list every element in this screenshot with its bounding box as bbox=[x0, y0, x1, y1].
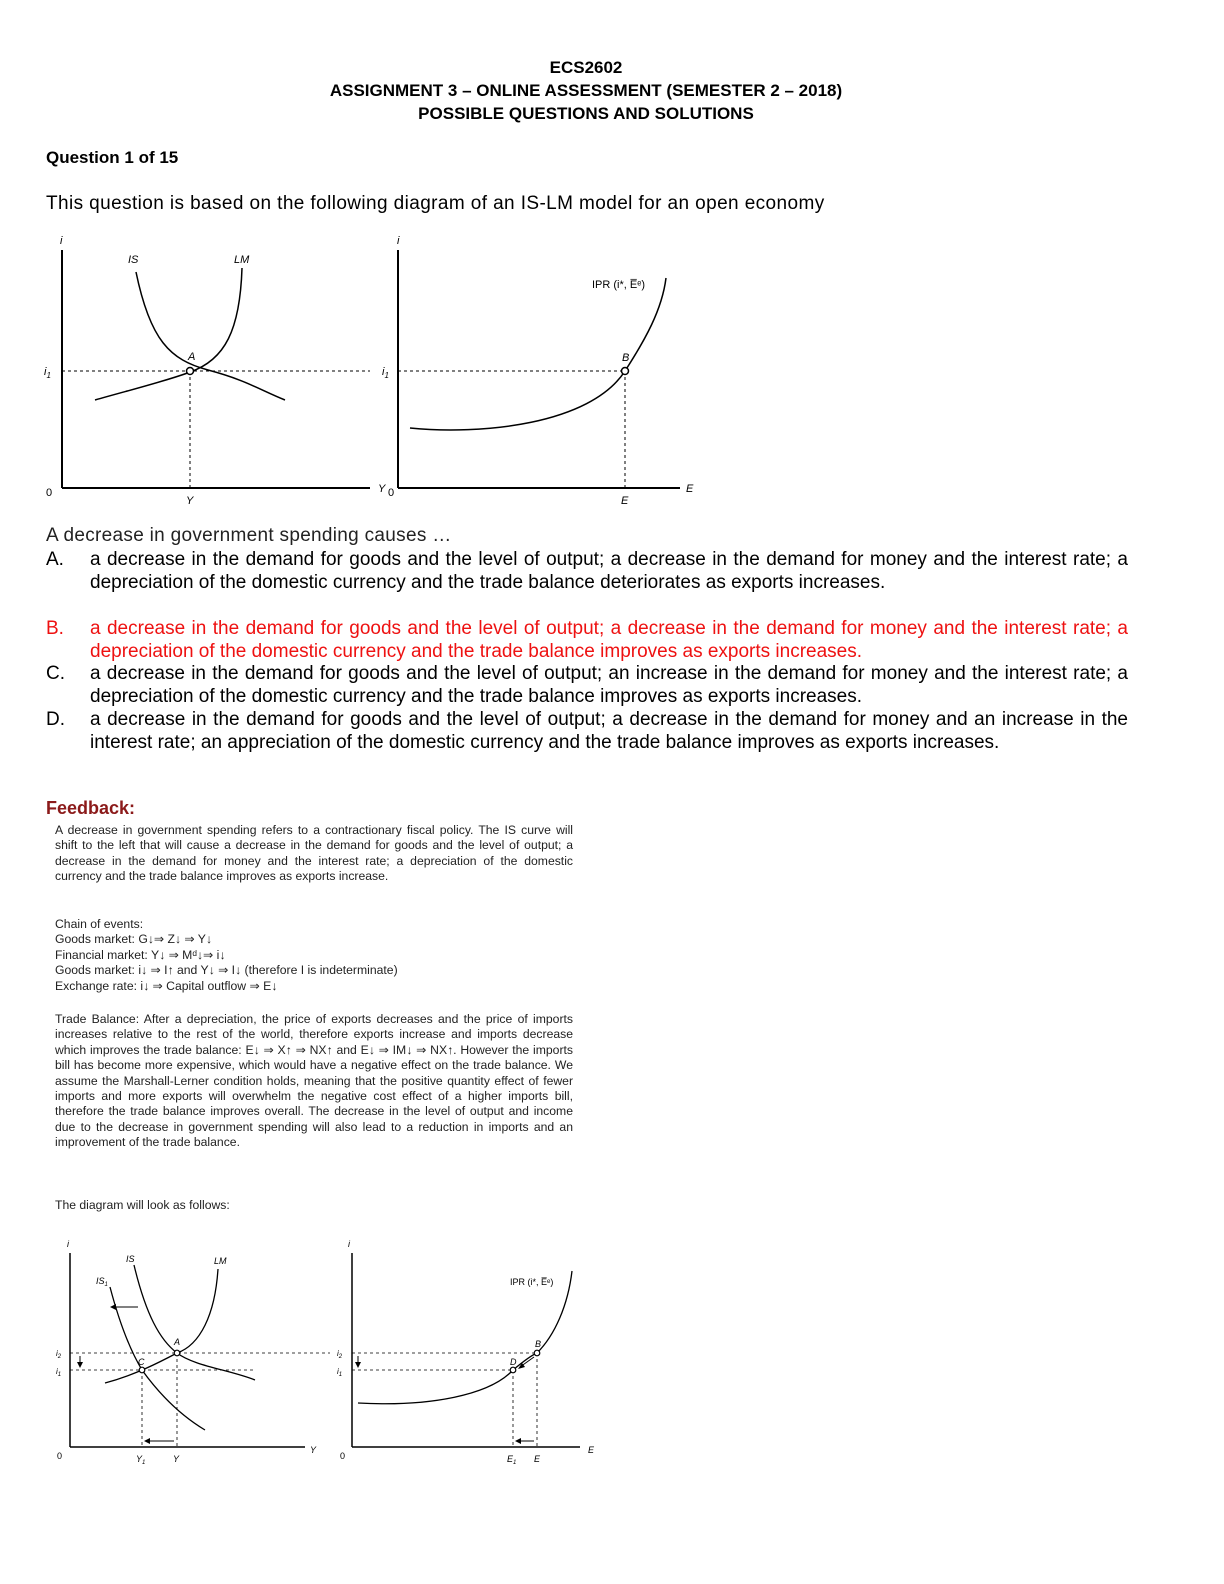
rate-label: $i_1$ bbox=[44, 366, 51, 380]
is1-curve bbox=[110, 1287, 205, 1430]
is1-label: $IS_1$ bbox=[96, 1276, 108, 1288]
equilibrium-point-b bbox=[534, 1350, 540, 1356]
is-label: IS bbox=[126, 1254, 135, 1264]
chain-goods-market: Goods market: G↓⇒ Z↓ ⇒ Y↓ bbox=[55, 932, 213, 947]
equilibrium-point-a bbox=[187, 368, 194, 375]
equilibrium-point-b bbox=[622, 368, 629, 375]
lm-label: LM bbox=[234, 254, 250, 266]
is-curve-left bbox=[95, 372, 190, 400]
question-intro: This question is based on the following diagram of an IS-LM model for an open economy bbox=[46, 193, 825, 214]
chain-goods-market-investment: Goods market: i↓ ⇒ I↑ and Y↓ ⇒ I↓ (therefore I is indeterminate) bbox=[55, 963, 398, 978]
option-letter: D. bbox=[46, 709, 65, 730]
i1-label: $i_1$ bbox=[337, 1367, 343, 1378]
course-code: ECS2602 bbox=[549, 58, 623, 77]
x-axis-label: E bbox=[588, 1445, 595, 1455]
option-text: a decrease in the demand for goods and the level of output; an increase in the demand for money and the interest rate; a depreciation of the domestic currency and the trade balance improves as exports increases. bbox=[90, 663, 1128, 707]
y-axis-label: i bbox=[60, 235, 63, 247]
islm-diagram-question bbox=[30, 230, 720, 515]
ipr-label: IPR (i*, E̅ᵉ) bbox=[592, 279, 645, 291]
assignment-title: ASSIGNMENT 3 – ONLINE ASSESSMENT (SEMESTER 2 – 2018) bbox=[329, 81, 843, 100]
is-label: IS bbox=[128, 254, 139, 266]
islm-shift-left-panel bbox=[56, 1239, 330, 1466]
chain-title: Chain of events: bbox=[55, 917, 144, 931]
answer-option-a[interactable] bbox=[46, 548, 1128, 594]
lm-curve bbox=[190, 268, 242, 372]
y-label: Y bbox=[173, 1454, 180, 1464]
islm-diagram-feedback bbox=[50, 1235, 610, 1475]
point-d-label: D bbox=[510, 1357, 517, 1367]
option-text: a decrease in the demand for goods and the level of output; a decrease in the demand for money and the interest rate; a depreciation of the domestic currency and the trade balance improves as exports increases. bbox=[90, 618, 1128, 662]
e-label: E bbox=[534, 1454, 541, 1464]
rate-label: $i_1$ bbox=[382, 366, 389, 380]
point-a-label: A bbox=[188, 351, 196, 363]
equilibrium-point-c bbox=[139, 1367, 145, 1373]
option-text: a decrease in the demand for goods and the level of output; a decrease in the demand for money and the interest rate; a depreciation of the domestic currency and the trade balance deteriorates as exports increases. bbox=[90, 549, 1128, 593]
document-subtitle: POSSIBLE QUESTIONS AND SOLUTIONS bbox=[418, 104, 754, 123]
y-axis-label: i bbox=[348, 1239, 350, 1249]
answer-option-c[interactable] bbox=[46, 662, 1128, 708]
lm-label: LM bbox=[214, 1256, 227, 1266]
i2-label: $i_2$ bbox=[56, 1349, 62, 1360]
option-letter: A. bbox=[46, 549, 64, 570]
origin-label: 0 bbox=[340, 1451, 346, 1461]
origin-label: 0 bbox=[46, 487, 53, 499]
ipr-right-panel bbox=[382, 235, 694, 507]
feedback-title: Feedback: bbox=[46, 798, 136, 818]
point-c-label: C bbox=[138, 1357, 145, 1367]
answer-option-b-correct[interactable] bbox=[46, 617, 1128, 663]
y1-label: $Y_1$ bbox=[136, 1454, 146, 1466]
origin-label: 0 bbox=[388, 487, 395, 499]
equilibrium-point-d bbox=[510, 1367, 516, 1373]
x-axis-label: Y bbox=[310, 1445, 317, 1455]
y-axis-label: i bbox=[67, 1239, 69, 1249]
trade-balance-explanation: Trade Balance: After a depreciation, the price of exports decreases and the price of imports increases relative to the rest of the world, therefore exports increase and imports decrease which improves the trade balance: E↓ ⇒ X↑ ⇒ NX↑ and E↓ ⇒ IM↓ ⇒ NX↑. However the imports bill has become more expensive, which would have a negative effect on the trade balance. We assume the Marshall-Lerner condition holds, meaning that the positive quantity effect of fewer imports and more exports will overwhelm the negative cost effect of a higher imports bill, therefore the trade balance improves overall. The decrease in the level of output and income due to the decrease in government spending will also lead to a reduction in imports and an improvement of the trade balance. bbox=[55, 1012, 573, 1150]
option-text: a decrease in the demand for goods and the level of output; a decrease in the demand for money and an increase in the interest rate; an appreciation of the domestic currency and the trade balance improves as exports increases. bbox=[90, 709, 1128, 753]
answer-option-d[interactable] bbox=[46, 708, 1128, 754]
ipr-shift-right-panel bbox=[337, 1239, 595, 1466]
chain-exchange-rate: Exchange rate: i↓ ⇒ Capital outflow ⇒ E↓ bbox=[55, 978, 278, 993]
point-b-label: B bbox=[535, 1339, 542, 1349]
x-axis-label: E bbox=[686, 483, 694, 495]
ipr-label: IPR (i*, E̅ᵉ) bbox=[510, 1277, 554, 1287]
chain-of-events bbox=[55, 917, 573, 994]
question-title: Question 1 of 15 bbox=[46, 148, 179, 167]
point-a-label: A bbox=[174, 1337, 181, 1347]
feedback-summary: A decrease in government spending refers to a contractionary fiscal policy. The IS curve will shift to the left that will cause a decrease in the demand for goods and the level of output; a decrease in the demand for money and the interest rate; a depreciation of the domestic currency and the trade balance improves as exports increase. bbox=[55, 823, 573, 884]
point-b-label: B bbox=[622, 352, 630, 364]
origin-label: 0 bbox=[57, 1451, 63, 1461]
i1-label: $i_1$ bbox=[56, 1367, 62, 1378]
e1-label: $E_1$ bbox=[507, 1454, 517, 1466]
islm-left-panel bbox=[44, 235, 386, 507]
equilibrium-point-a bbox=[174, 1350, 180, 1356]
i2-label: $i_2$ bbox=[337, 1349, 343, 1360]
output-label: Y bbox=[186, 495, 194, 507]
is-curve bbox=[134, 1265, 255, 1380]
diagram-intro: The diagram will look as follows: bbox=[55, 1198, 230, 1212]
exchange-label: E bbox=[621, 495, 629, 507]
is-curve bbox=[136, 272, 285, 400]
option-letter: B. bbox=[46, 618, 64, 639]
ipr-curve bbox=[358, 1271, 572, 1404]
option-letter: C. bbox=[46, 663, 65, 684]
chain-financial-market: Financial market: Y↓ ⇒ Mᵈ↓⇒ i↓ bbox=[55, 947, 226, 962]
x-axis-label: Y bbox=[378, 483, 386, 495]
y-axis-label: i bbox=[397, 235, 400, 247]
question-prompt: A decrease in government spending causes … bbox=[46, 525, 452, 546]
